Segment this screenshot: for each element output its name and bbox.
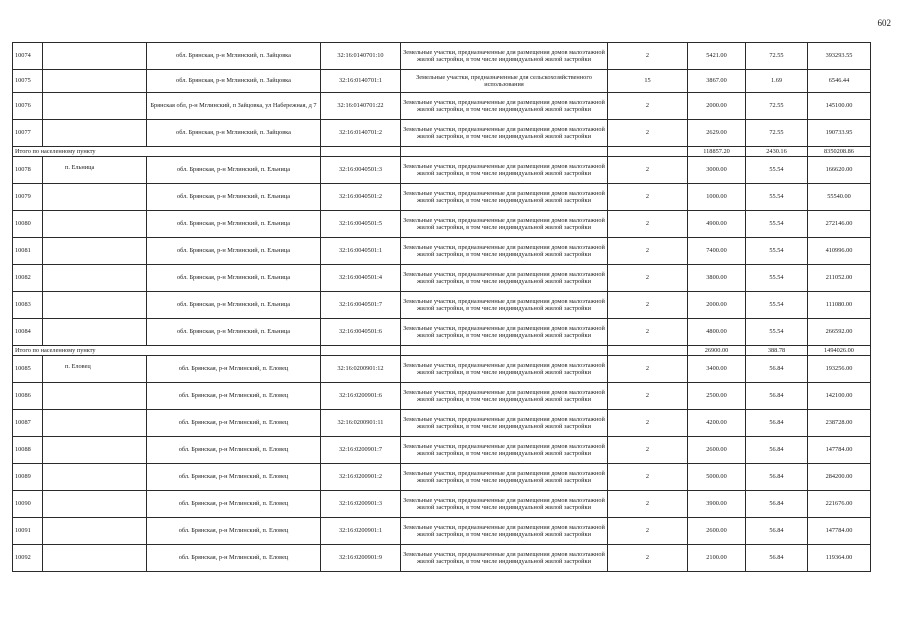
- settlement-cell: [43, 437, 147, 464]
- settlement-cell: [43, 383, 147, 410]
- address-cell: обл. Брянская, р-н Мглинский, п. Зайцовка: [147, 43, 321, 70]
- total-unit-value: 388.78: [746, 346, 808, 356]
- total-unit-value: 2430.16: [746, 147, 808, 157]
- table-row: [13, 265, 871, 292]
- total-area: 118857.20: [688, 147, 746, 157]
- table-row: [13, 238, 871, 265]
- land-use-cell: Земельные участки, предназначенные для размещения домов малоэтажной жилой застройки, в том числе индивидуальной жилой застройки: [401, 410, 608, 437]
- address-cell: обл. Брянская, р-н Мглинский, п. Ельница: [147, 184, 321, 211]
- row-number: 10091: [13, 518, 43, 545]
- unit-value-cell: 55.54: [746, 211, 808, 238]
- row-number: 10082: [13, 265, 43, 292]
- page-number: 602: [877, 18, 891, 28]
- area-cell: 2500.00: [688, 383, 746, 410]
- cadastral-value-cell: 211052.00: [808, 265, 871, 292]
- settlement-cell: [43, 292, 147, 319]
- address-cell: обл. Брянская, р-н Мглинский, п. Еловец: [147, 518, 321, 545]
- settlement-cell: [43, 410, 147, 437]
- category-cell: 2: [608, 437, 688, 464]
- cadastral-value-cell: 393293.55: [808, 43, 871, 70]
- area-cell: 3867.00: [688, 70, 746, 93]
- unit-value-cell: 55.54: [746, 319, 808, 346]
- unit-value-cell: 1.69: [746, 70, 808, 93]
- table-row: [13, 184, 871, 211]
- address-cell: обл. Брянская, р-н Мглинский, п. Еловец: [147, 464, 321, 491]
- settlement-cell: [43, 70, 147, 93]
- row-number: 10080: [13, 211, 43, 238]
- register-body: [13, 43, 871, 572]
- cadastral-number-cell: 32:16:0040501:1: [321, 238, 401, 265]
- total-empty-cell: [401, 147, 608, 157]
- cadastral-value-cell: 111080.00: [808, 292, 871, 319]
- cadastral-value-cell: 142100.00: [808, 383, 871, 410]
- table-row: [13, 491, 871, 518]
- address-cell: обл. Брянская, р-н Мглинский, п. Еловец: [147, 491, 321, 518]
- area-cell: 2000.00: [688, 93, 746, 120]
- cadastral-value-cell: 221676.00: [808, 491, 871, 518]
- row-number: 10075: [13, 70, 43, 93]
- settlement-cell: [43, 211, 147, 238]
- total-label: Итого по населенному пункту: [13, 346, 321, 356]
- row-number: 10079: [13, 184, 43, 211]
- category-cell: 2: [608, 43, 688, 70]
- row-number: 10088: [13, 437, 43, 464]
- table-row: [13, 211, 871, 238]
- unit-value-cell: 72.55: [746, 43, 808, 70]
- area-cell: 4200.00: [688, 410, 746, 437]
- row-number: 10081: [13, 238, 43, 265]
- settlement-total-row: [13, 346, 871, 356]
- land-use-cell: Земельные участки, предназначенные для размещения домов малоэтажной жилой застройки, в том числе индивидуальной жилой застройки: [401, 319, 608, 346]
- land-register-table: [12, 42, 871, 572]
- address-cell: обл. Брянская, р-н Мглинский, п. Зайцовка: [147, 70, 321, 93]
- cadastral-value-cell: 266592.00: [808, 319, 871, 346]
- unit-value-cell: 55.54: [746, 238, 808, 265]
- settlement-cell: [43, 545, 147, 572]
- land-use-cell: Земельные участки, предназначенные для размещения домов малоэтажной жилой застройки, в том числе индивидуальной жилой застройки: [401, 211, 608, 238]
- unit-value-cell: 72.55: [746, 93, 808, 120]
- land-use-cell: Земельные участки, предназначенные для размещения домов малоэтажной жилой застройки, в том числе индивидуальной жилой застройки: [401, 93, 608, 120]
- address-cell: обл. Брянская, р-н Мглинский, п. Еловец: [147, 545, 321, 572]
- address-cell: обл. Брянская, р-н Мглинский, п. Ельница: [147, 292, 321, 319]
- unit-value-cell: 56.84: [746, 383, 808, 410]
- total-empty-cell: [321, 147, 401, 157]
- row-number: 10084: [13, 319, 43, 346]
- category-cell: 2: [608, 211, 688, 238]
- land-use-cell: Земельные участки, предназначенные для сельскохозяйственного использования: [401, 70, 608, 93]
- area-cell: 4800.00: [688, 319, 746, 346]
- unit-value-cell: 56.84: [746, 491, 808, 518]
- table-row: [13, 464, 871, 491]
- area-cell: 5421.00: [688, 43, 746, 70]
- category-cell: 2: [608, 265, 688, 292]
- total-cadastral-value: 8350208.86: [808, 147, 871, 157]
- category-cell: 2: [608, 464, 688, 491]
- cadastral-number-cell: 32:16:0200901:12: [321, 356, 401, 383]
- category-cell: 2: [608, 93, 688, 120]
- cadastral-number-cell: 32:16:0040501:4: [321, 265, 401, 292]
- table-row: [13, 545, 871, 572]
- cadastral-value-cell: 272146.00: [808, 211, 871, 238]
- cadastral-value-cell: 6546.44: [808, 70, 871, 93]
- area-cell: 3900.00: [688, 491, 746, 518]
- row-number: 10086: [13, 383, 43, 410]
- settlement-cell: [43, 43, 147, 70]
- land-use-cell: Земельные участки, предназначенные для размещения домов малоэтажной жилой застройки, в том числе индивидуальной жилой застройки: [401, 157, 608, 184]
- area-cell: 5000.00: [688, 464, 746, 491]
- settlement-cell: [43, 356, 147, 383]
- category-cell: 2: [608, 356, 688, 383]
- land-use-cell: Земельные участки, предназначенные для размещения домов малоэтажной жилой застройки, в том числе индивидуальной жилой застройки: [401, 292, 608, 319]
- table-row: [13, 356, 871, 383]
- table-row: [13, 120, 871, 147]
- cadastral-number-cell: 32:16:0140701:22: [321, 93, 401, 120]
- category-cell: 2: [608, 518, 688, 545]
- total-empty-cell: [321, 346, 401, 356]
- unit-value-cell: 56.84: [746, 518, 808, 545]
- category-cell: 2: [608, 491, 688, 518]
- land-use-cell: Земельные участки, предназначенные для размещения домов малоэтажной жилой застройки, в том числе индивидуальной жилой застройки: [401, 437, 608, 464]
- total-cadastral-value: 1494026.00: [808, 346, 871, 356]
- row-number: 10089: [13, 464, 43, 491]
- settlement-cell: [43, 464, 147, 491]
- cadastral-value-cell: 55540.00: [808, 184, 871, 211]
- cadastral-number-cell: 32:16:0200901:1: [321, 518, 401, 545]
- settlement-total-row: [13, 147, 871, 157]
- unit-value-cell: 56.84: [746, 410, 808, 437]
- table-row: [13, 157, 871, 184]
- area-cell: 3400.00: [688, 356, 746, 383]
- total-empty-cell: [608, 147, 688, 157]
- address-cell: обл. Брянская, р-н Мглинский, п. Ельница: [147, 238, 321, 265]
- land-use-cell: Земельные участки, предназначенные для размещения домов малоэтажной жилой застройки, в том числе индивидуальной жилой застройки: [401, 265, 608, 292]
- settlement-cell: [43, 491, 147, 518]
- cadastral-value-cell: 284200.00: [808, 464, 871, 491]
- category-cell: 15: [608, 70, 688, 93]
- row-number: 10085: [13, 356, 43, 383]
- address-cell: обл. Брянская, р-н Мглинский, п. Еловец: [147, 356, 321, 383]
- settlement-cell: [43, 518, 147, 545]
- land-use-cell: Земельные участки, предназначенные для размещения домов малоэтажной жилой застройки, в том числе индивидуальной жилой застройки: [401, 491, 608, 518]
- address-cell: обл. Брянская, р-н Мглинский, п. Ельница: [147, 265, 321, 292]
- cadastral-value-cell: 166620.00: [808, 157, 871, 184]
- address-cell: обл. Брянская, р-н Мглинский, п. Ельница: [147, 211, 321, 238]
- settlement-cell: [43, 265, 147, 292]
- area-cell: 3800.00: [688, 265, 746, 292]
- cadastral-value-cell: 119364.00: [808, 545, 871, 572]
- cadastral-number-cell: 32:16:0200901:11: [321, 410, 401, 437]
- category-cell: 2: [608, 120, 688, 147]
- row-number: 10076: [13, 93, 43, 120]
- cadastral-value-cell: 147784.00: [808, 437, 871, 464]
- land-use-cell: Земельные участки, предназначенные для размещения домов малоэтажной жилой застройки, в том числе индивидуальной жилой застройки: [401, 184, 608, 211]
- table-row: [13, 518, 871, 545]
- land-use-cell: Земельные участки, предназначенные для размещения домов малоэтажной жилой застройки, в том числе индивидуальной жилой застройки: [401, 43, 608, 70]
- cadastral-number-cell: 32:16:0200901:2: [321, 464, 401, 491]
- unit-value-cell: 55.54: [746, 292, 808, 319]
- cadastral-number-cell: 32:16:0140701:2: [321, 120, 401, 147]
- area-cell: 4900.00: [688, 211, 746, 238]
- cadastral-value-cell: 147784.00: [808, 518, 871, 545]
- cadastral-number-cell: 32:16:0200901:7: [321, 437, 401, 464]
- area-cell: 1000.00: [688, 184, 746, 211]
- total-label: Итого по населенному пункту: [13, 147, 321, 157]
- cadastral-number-cell: 32:16:0040501:3: [321, 157, 401, 184]
- land-use-cell: Земельные участки, предназначенные для размещения домов малоэтажной жилой застройки, в том числе индивидуальной жилой застройки: [401, 238, 608, 265]
- area-cell: 2600.00: [688, 437, 746, 464]
- cadastral-number-cell: 32:16:0040501:5: [321, 211, 401, 238]
- land-use-cell: Земельные участки, предназначенные для размещения домов малоэтажной жилой застройки, в том числе индивидуальной жилой застройки: [401, 464, 608, 491]
- cadastral-number-cell: 32:16:0040501:7: [321, 292, 401, 319]
- unit-value-cell: 56.84: [746, 437, 808, 464]
- table-row: [13, 43, 871, 70]
- total-empty-cell: [401, 346, 608, 356]
- category-cell: 2: [608, 238, 688, 265]
- row-number: 10078: [13, 157, 43, 184]
- cadastral-number-cell: 32:16:0200901:6: [321, 383, 401, 410]
- category-cell: 2: [608, 157, 688, 184]
- unit-value-cell: 55.54: [746, 184, 808, 211]
- address-cell: обл. Брянская, р-н Мглинский, п. Ельница: [147, 319, 321, 346]
- settlement-cell: [43, 120, 147, 147]
- table-row: [13, 319, 871, 346]
- unit-value-cell: 55.54: [746, 157, 808, 184]
- address-cell: обл. Брянская, р-н Мглинский, п. Зайцовка: [147, 120, 321, 147]
- area-cell: 2600.00: [688, 518, 746, 545]
- cadastral-value-cell: 190733.95: [808, 120, 871, 147]
- land-use-cell: Земельные участки, предназначенные для размещения домов малоэтажной жилой застройки, в том числе индивидуальной жилой застройки: [401, 518, 608, 545]
- settlement-cell: [43, 157, 147, 184]
- category-cell: 2: [608, 545, 688, 572]
- category-cell: 2: [608, 292, 688, 319]
- category-cell: 2: [608, 319, 688, 346]
- row-number: 10083: [13, 292, 43, 319]
- land-use-cell: Земельные участки, предназначенные для размещения домов малоэтажной жилой застройки, в том числе индивидуальной жилой застройки: [401, 545, 608, 572]
- row-number: 10074: [13, 43, 43, 70]
- row-number: 10090: [13, 491, 43, 518]
- category-cell: 2: [608, 184, 688, 211]
- land-use-cell: Земельные участки, предназначенные для размещения домов малоэтажной жилой застройки, в том числе индивидуальной жилой застройки: [401, 120, 608, 147]
- settlement-cell: [43, 238, 147, 265]
- cadastral-number-cell: 32:16:0140701:1: [321, 70, 401, 93]
- unit-value-cell: 56.84: [746, 545, 808, 572]
- cadastral-number-cell: 32:16:0040501:2: [321, 184, 401, 211]
- cadastral-value-cell: 145100.00: [808, 93, 871, 120]
- category-cell: 2: [608, 383, 688, 410]
- total-area: 26900.00: [688, 346, 746, 356]
- table-row: [13, 410, 871, 437]
- address-cell: обл. Брянская, р-н Мглинский, п. Еловец: [147, 437, 321, 464]
- address-cell: Брянская обл, р-н Мглинский, п Зайцовка, ул Набережная, д 7: [147, 93, 321, 120]
- category-cell: 2: [608, 410, 688, 437]
- table-row: [13, 383, 871, 410]
- settlement-cell: [43, 319, 147, 346]
- cadastral-number-cell: 32:16:0040501:6: [321, 319, 401, 346]
- area-cell: 2100.00: [688, 545, 746, 572]
- row-number: 10087: [13, 410, 43, 437]
- address-cell: обл. Брянская, р-н Мглинский, п. Еловец: [147, 383, 321, 410]
- table-row: [13, 93, 871, 120]
- land-use-cell: Земельные участки, предназначенные для размещения домов малоэтажной жилой застройки, в том числе индивидуальной жилой застройки: [401, 356, 608, 383]
- row-number: 10092: [13, 545, 43, 572]
- table-row: [13, 70, 871, 93]
- unit-value-cell: 56.84: [746, 356, 808, 383]
- settlement-name: п. Еловец: [65, 363, 91, 371]
- address-cell: обл. Брянская, р-н Мглинский, п. Ельница: [147, 157, 321, 184]
- total-empty-cell: [608, 346, 688, 356]
- row-number: 10077: [13, 120, 43, 147]
- address-cell: обл. Брянская, р-н Мглинский, п. Еловец: [147, 410, 321, 437]
- unit-value-cell: 56.84: [746, 464, 808, 491]
- table-row: [13, 437, 871, 464]
- land-use-cell: Земельные участки, предназначенные для размещения домов малоэтажной жилой застройки, в том числе индивидуальной жилой застройки: [401, 383, 608, 410]
- cadastral-value-cell: 193256.00: [808, 356, 871, 383]
- area-cell: 2629.00: [688, 120, 746, 147]
- settlement-cell: [43, 184, 147, 211]
- area-cell: 2000.00: [688, 292, 746, 319]
- cadastral-number-cell: 32:16:0200901:3: [321, 491, 401, 518]
- cadastral-number-cell: 32:16:0200901:9: [321, 545, 401, 572]
- cadastral-number-cell: 32:16:0140701:10: [321, 43, 401, 70]
- unit-value-cell: 72.55: [746, 120, 808, 147]
- table-row: [13, 292, 871, 319]
- cadastral-value-cell: 238728.00: [808, 410, 871, 437]
- unit-value-cell: 55.54: [746, 265, 808, 292]
- cadastral-value-cell: 410996.00: [808, 238, 871, 265]
- settlement-name: п. Ельница: [65, 164, 95, 172]
- settlement-cell: [43, 93, 147, 120]
- area-cell: 3000.00: [688, 157, 746, 184]
- area-cell: 7400.00: [688, 238, 746, 265]
